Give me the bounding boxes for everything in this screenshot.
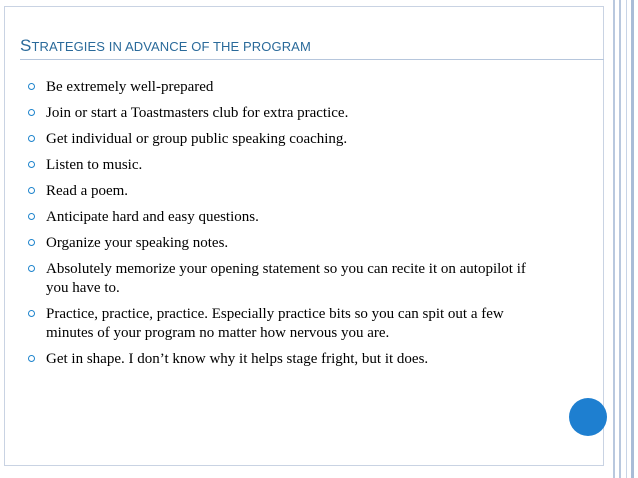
- ring-bullet-icon: [28, 135, 35, 142]
- ring-bullet-icon: [28, 265, 35, 272]
- ring-bullet-icon: [28, 161, 35, 168]
- bullet-item-9: [28, 305, 548, 343]
- ring-bullet-icon: [28, 355, 35, 362]
- decorative-side-bar: [626, 0, 627, 478]
- bullet-text: Get in shape. I don’t know why it helps stage fright, but it does.: [46, 351, 429, 367]
- bullet-text: Organize your speaking notes.: [46, 235, 229, 251]
- bullet-text: Be extremely well-prepared: [46, 79, 214, 95]
- slide-title: [20, 36, 580, 56]
- slide-title-initial: S: [20, 36, 32, 55]
- ring-bullet-icon: [28, 187, 35, 194]
- title-underline: [20, 59, 604, 60]
- bullet-text: Get individual or group public speaking coaching.: [46, 131, 348, 147]
- bullet-item-6: [28, 208, 548, 227]
- bullet-item-7: [28, 234, 548, 253]
- bullet-item-2: [28, 104, 548, 123]
- accent-circle-icon: [569, 398, 607, 436]
- decorative-side-bar: [613, 0, 615, 478]
- slide-title-rest: TRATEGIES IN ADVANCE OF THE PROGRAM: [31, 39, 311, 54]
- bullet-text: Read a poem.: [46, 183, 129, 199]
- ring-bullet-icon: [28, 310, 35, 317]
- bullet-text: Join or start a Toastmasters club for extra practice.: [46, 105, 349, 121]
- ring-bullet-icon: [28, 83, 35, 90]
- bullet-item-4: [28, 156, 548, 175]
- decorative-side-bar: [631, 0, 634, 478]
- ring-bullet-icon: [28, 213, 35, 220]
- bullet-item-8: [28, 260, 548, 298]
- bullet-text: Anticipate hard and easy questions.: [46, 209, 259, 225]
- bullet-item-3: [28, 130, 548, 149]
- bullet-text: Practice, practice, practice. Especially practice bits so you can spit out a few minutes of your program no matter how nervous you are.: [46, 306, 504, 341]
- bullet-list: [28, 78, 548, 376]
- decorative-side-bar: [619, 0, 621, 478]
- bullet-item-5: [28, 182, 548, 201]
- bullet-text: Listen to music.: [46, 157, 143, 173]
- bullet-item-10: [28, 350, 548, 369]
- bullet-item-1: [28, 78, 548, 97]
- ring-bullet-icon: [28, 109, 35, 116]
- ring-bullet-icon: [28, 239, 35, 246]
- bullet-text: Absolutely memorize your opening statement so you can recite it on autopilot if you have to.: [46, 261, 526, 296]
